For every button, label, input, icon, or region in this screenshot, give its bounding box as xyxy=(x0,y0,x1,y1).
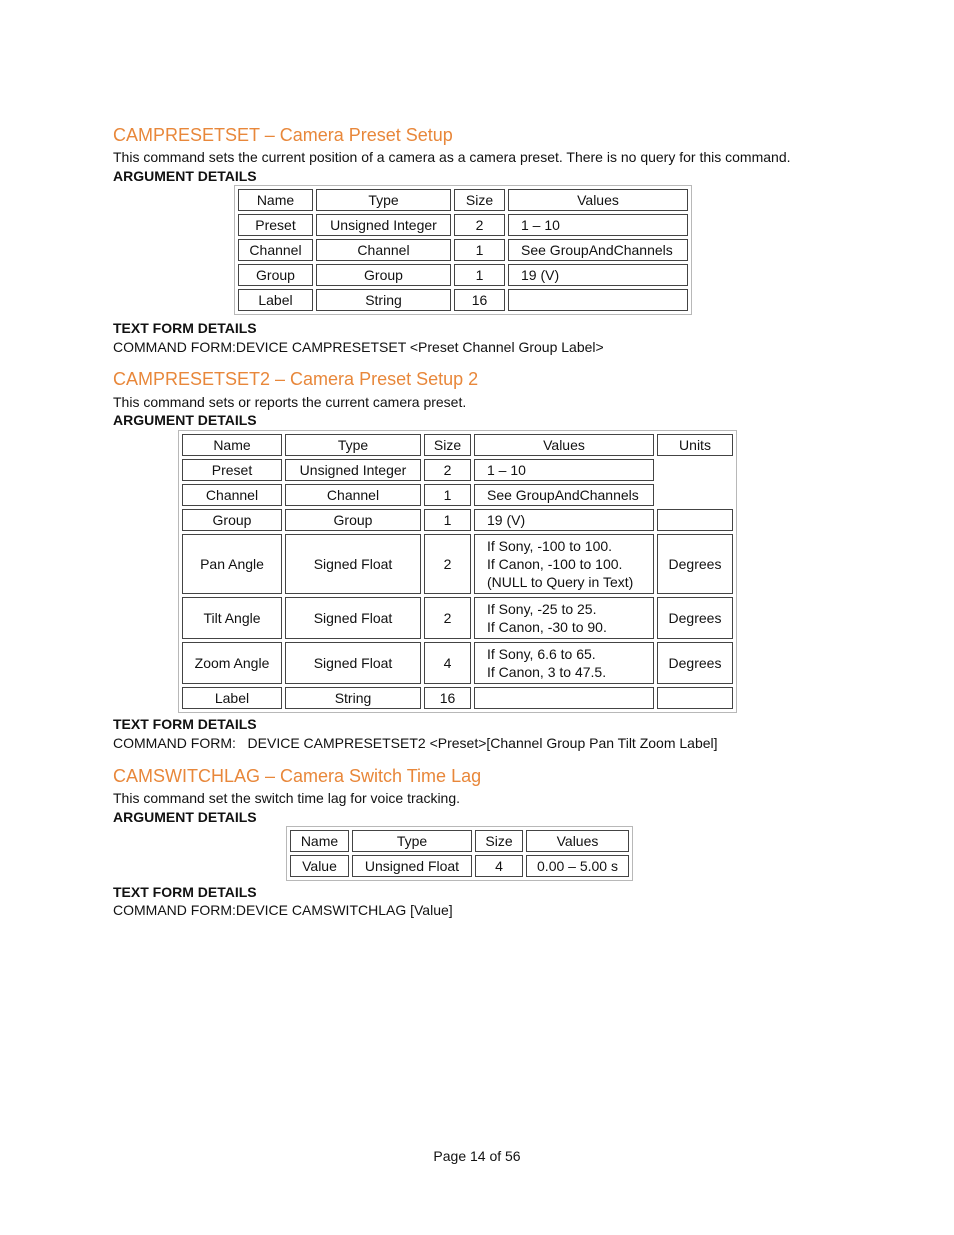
argument-details-label: ARGUMENT DETAILS xyxy=(113,412,257,428)
text-form-details-label: TEXT FORM DETAILS xyxy=(113,716,257,732)
table-cell: See GroupAndChannels xyxy=(508,239,688,261)
section-heading-campresetset2: CAMPRESETSET2 – Camera Preset Setup 2 xyxy=(113,369,479,389)
page-number: Page 14 of 56 xyxy=(433,1148,521,1164)
campresetset2-argument-table xyxy=(178,430,737,713)
table-cell: 1 xyxy=(424,484,471,506)
table-cell: Unsigned Integer xyxy=(316,214,451,236)
header-cell: Name xyxy=(290,830,349,852)
table-header-row xyxy=(238,189,688,211)
table-row xyxy=(182,687,733,709)
table-cell: 2 xyxy=(424,534,471,594)
table-row xyxy=(182,509,733,531)
table-row xyxy=(238,289,688,311)
section-description: This command sets the current position of a camera as a camera preset. There is no query for this command. xyxy=(113,149,791,165)
table-cell: Pan Angle xyxy=(182,534,282,594)
text-form-details-label: TEXT FORM DETAILS xyxy=(113,320,257,336)
table-cell: String xyxy=(285,687,421,709)
header-cell: Values xyxy=(474,434,654,456)
table-row xyxy=(238,264,688,286)
table-cell: 19 (V) xyxy=(474,509,654,531)
table-row xyxy=(182,597,733,639)
table-row xyxy=(238,214,688,236)
table-header-row xyxy=(290,830,629,852)
table-cell: Preset xyxy=(182,459,282,481)
table-cell: 1 – 10 xyxy=(474,459,654,481)
table-cell: If Sony, 6.6 to 65. If Canon, 3 to 47.5. xyxy=(474,642,654,684)
table-cell: Group xyxy=(285,509,421,531)
header-cell: Values xyxy=(508,189,688,211)
table-cell: Channel xyxy=(285,484,421,506)
table-cell: Signed Float xyxy=(285,597,421,639)
table-cell xyxy=(657,687,733,709)
table-cell: 2 xyxy=(424,597,471,639)
table-cell xyxy=(508,289,688,311)
command-form: COMMAND FORM:DEVICE CAMPRESETSET <Preset Channel Group Label> xyxy=(113,339,604,355)
table-cell: If Sony, -25 to 25. If Canon, -30 to 90. xyxy=(474,597,654,639)
table-cell: If Sony, -100 to 100. If Canon, -100 to 100. (NULL to Query in Text) xyxy=(474,534,654,594)
section-heading-camswitchlag: CAMSWITCHLAG – Camera Switch Time Lag xyxy=(113,766,482,786)
table-row xyxy=(182,459,733,481)
header-cell: Type xyxy=(285,434,421,456)
table-cell: Label xyxy=(182,687,282,709)
table-row xyxy=(290,855,629,877)
table-cell: Unsigned Float xyxy=(352,855,472,877)
table-cell: Label xyxy=(238,289,313,311)
table-cell: 4 xyxy=(424,642,471,684)
table-row xyxy=(182,642,733,684)
table-cell: Unsigned Integer xyxy=(285,459,421,481)
text-form-details-label: TEXT FORM DETAILS xyxy=(113,884,257,900)
table-cell: String xyxy=(316,289,451,311)
campresetset-argument-table xyxy=(234,185,692,315)
table-row xyxy=(182,534,733,594)
section-heading-campresetset: CAMPRESETSET – Camera Preset Setup xyxy=(113,125,453,145)
table-cell: 2 xyxy=(424,459,471,481)
table-cell: Channel xyxy=(238,239,313,261)
table-cell: Group xyxy=(238,264,313,286)
table-cell: 19 (V) xyxy=(508,264,688,286)
header-cell: Name xyxy=(238,189,313,211)
table-cell: 16 xyxy=(454,289,505,311)
table-row xyxy=(238,239,688,261)
table-cell: Tilt Angle xyxy=(182,597,282,639)
table-cell: 1 – 10 xyxy=(508,214,688,236)
table-cell: Degrees xyxy=(657,597,733,639)
table-cell: Preset xyxy=(238,214,313,236)
section-description: This command sets or reports the current camera preset. xyxy=(113,394,467,410)
command-form: COMMAND FORM: DEVICE CAMPRESETSET2 <Preset>[Channel Group Pan Tilt Zoom Label] xyxy=(113,735,718,751)
table-cell: Channel xyxy=(182,484,282,506)
section-description: This command set the switch time lag for voice tracking. xyxy=(113,790,461,806)
header-cell: Units xyxy=(657,434,733,456)
table-cell: Group xyxy=(316,264,451,286)
table-row xyxy=(182,484,733,506)
header-cell: Type xyxy=(352,830,472,852)
header-cell: Size xyxy=(454,189,505,211)
table-cell: 4 xyxy=(475,855,523,877)
table-cell: Signed Float xyxy=(285,642,421,684)
table-cell: Signed Float xyxy=(285,534,421,594)
argument-details-label: ARGUMENT DETAILS xyxy=(113,168,257,184)
table-header-row xyxy=(182,434,733,456)
table-cell: 0.00 – 5.00 s xyxy=(526,855,629,877)
document-page xyxy=(113,0,843,1235)
table-cell: Degrees xyxy=(657,534,733,594)
table-cell: Value xyxy=(290,855,349,877)
header-cell: Size xyxy=(475,830,523,852)
table-cell: Group xyxy=(182,509,282,531)
table-cell xyxy=(474,687,654,709)
table-cell xyxy=(657,509,733,531)
table-cell: Zoom Angle xyxy=(182,642,282,684)
table-cell: Degrees xyxy=(657,642,733,684)
table-cell: Channel xyxy=(316,239,451,261)
header-cell: Values xyxy=(526,830,629,852)
table-cell: See GroupAndChannels xyxy=(474,484,654,506)
header-cell: Name xyxy=(182,434,282,456)
header-cell: Size xyxy=(424,434,471,456)
table-cell-empty xyxy=(657,459,733,506)
table-cell: 1 xyxy=(424,509,471,531)
argument-details-label: ARGUMENT DETAILS xyxy=(113,809,257,825)
table-cell: 1 xyxy=(454,239,505,261)
table-cell: 1 xyxy=(454,264,505,286)
table-cell: 2 xyxy=(454,214,505,236)
command-form: COMMAND FORM:DEVICE CAMSWITCHLAG [Value] xyxy=(113,902,453,918)
table-cell: 16 xyxy=(424,687,471,709)
header-cell: Type xyxy=(316,189,451,211)
camswitchlag-argument-table xyxy=(286,826,633,881)
